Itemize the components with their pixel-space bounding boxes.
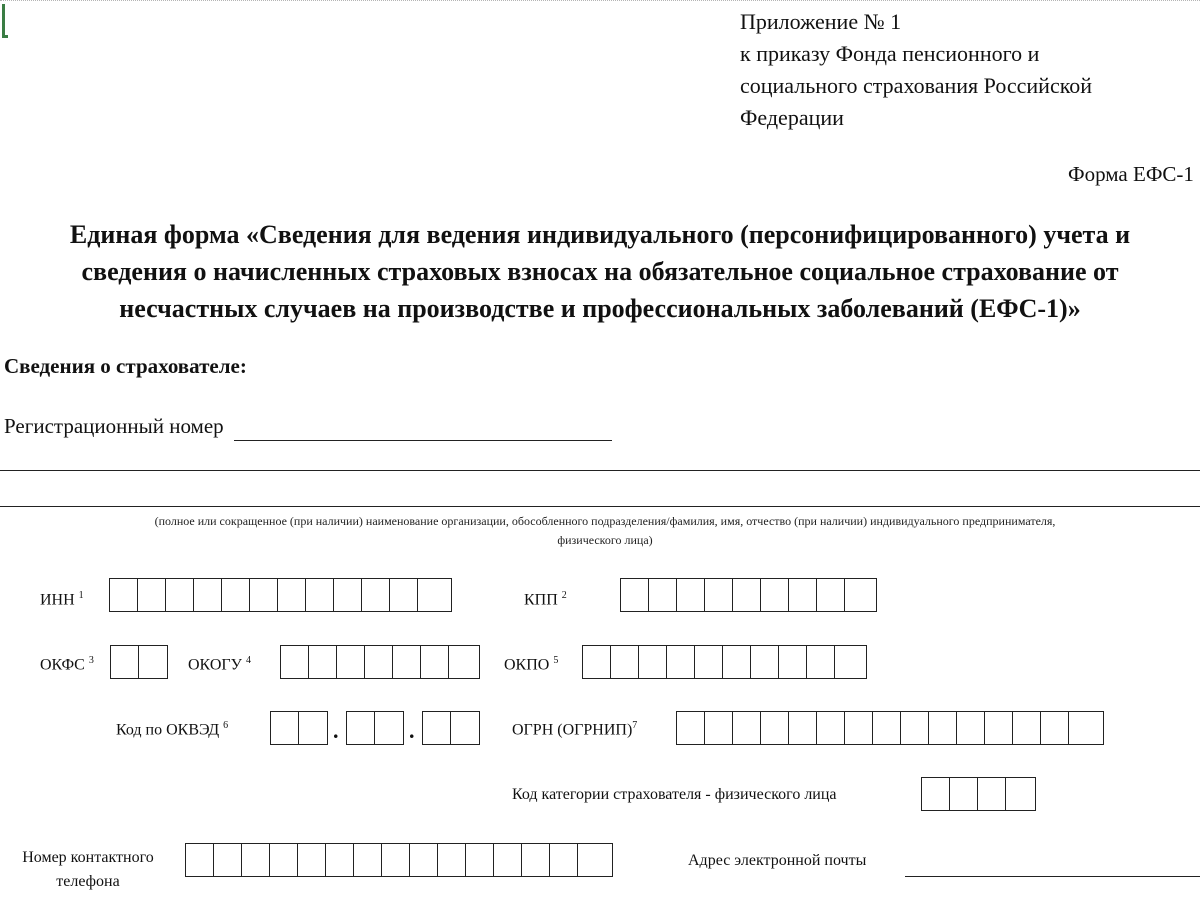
char-cell[interactable] <box>362 579 390 611</box>
char-cell[interactable] <box>110 579 138 611</box>
char-cell[interactable] <box>281 646 309 678</box>
char-cell[interactable] <box>271 712 299 744</box>
char-cell[interactable] <box>337 646 365 678</box>
char-cell[interactable] <box>111 646 139 678</box>
char-cell[interactable] <box>705 579 733 611</box>
char-cell[interactable] <box>270 844 298 876</box>
appendix-block <box>740 6 1092 134</box>
char-cell[interactable] <box>985 712 1013 744</box>
char-cell[interactable] <box>649 579 677 611</box>
char-cell[interactable] <box>186 844 214 876</box>
char-cell[interactable] <box>550 844 578 876</box>
char-cell[interactable] <box>1006 778 1034 810</box>
okved-label <box>116 720 228 739</box>
char-cell[interactable] <box>393 646 421 678</box>
ogrn-footnote: 7 <box>632 720 638 731</box>
char-cell[interactable] <box>929 712 957 744</box>
char-cell[interactable] <box>382 844 410 876</box>
char-cell[interactable] <box>222 579 250 611</box>
char-cell[interactable] <box>639 646 667 678</box>
char-cell[interactable] <box>438 844 466 876</box>
char-cell[interactable] <box>978 778 1006 810</box>
kpp-input[interactable] <box>620 578 877 612</box>
kpp-label <box>524 590 567 609</box>
reg-number-field[interactable] <box>234 440 612 441</box>
char-cell[interactable] <box>817 712 845 744</box>
char-cell[interactable] <box>334 579 362 611</box>
char-cell[interactable] <box>922 778 950 810</box>
char-cell[interactable] <box>390 579 418 611</box>
char-cell[interactable] <box>1069 712 1097 744</box>
form-title <box>0 216 1200 327</box>
char-cell[interactable] <box>611 646 639 678</box>
char-cell[interactable] <box>901 712 929 744</box>
appendix-line: социального страхования Российской <box>740 73 1093 98</box>
char-cell[interactable] <box>522 844 550 876</box>
char-cell[interactable] <box>950 778 978 810</box>
ogrn-label <box>512 720 637 739</box>
okogu-label-text: ОКОГУ <box>188 656 242 674</box>
char-cell[interactable] <box>845 712 873 744</box>
title-line: Единая форма «Сведения для ведения индивидуального (персонифицированного) учета и <box>69 220 1131 249</box>
okved-group-2[interactable] <box>346 711 404 745</box>
char-cell[interactable] <box>306 579 334 611</box>
inn-label-text: ИНН <box>40 591 75 609</box>
char-cell[interactable] <box>667 646 695 678</box>
section-heading: Сведения о страхователе: <box>4 354 247 378</box>
char-cell[interactable] <box>578 844 606 876</box>
title-line: несчастных случаев на производстве и профессиональных заболеваний (ЕФС-1)» <box>119 294 1081 323</box>
phone-label-line: телефона <box>56 873 120 890</box>
inn-input[interactable] <box>109 578 452 612</box>
char-cell[interactable] <box>299 712 327 744</box>
appendix-line: Приложение № 1 <box>740 9 902 34</box>
okved-group-1[interactable] <box>270 711 328 745</box>
appendix-line: Федерации <box>740 105 844 130</box>
char-cell[interactable] <box>326 844 354 876</box>
form-code: Форма ЕФС-1 <box>1068 162 1194 186</box>
email-input[interactable] <box>905 876 1200 877</box>
phone-label-line: Номер контактного <box>22 849 154 866</box>
okogu-label <box>188 655 251 674</box>
char-cell[interactable] <box>139 646 167 678</box>
appendix-line: к приказу Фонда пенсионного и <box>740 41 1040 66</box>
char-cell[interactable] <box>138 579 166 611</box>
kpp-footnote: 2 <box>561 590 567 601</box>
char-cell[interactable] <box>354 844 382 876</box>
char-cell[interactable] <box>449 646 477 678</box>
char-cell[interactable] <box>705 712 733 744</box>
char-cell[interactable] <box>309 646 337 678</box>
ogrn-input[interactable] <box>676 711 1104 745</box>
char-cell[interactable] <box>166 579 194 611</box>
okved-separator: . <box>409 718 415 743</box>
okpo-label-text: ОКПО <box>504 656 550 674</box>
char-cell[interactable] <box>817 579 845 611</box>
title-line: сведения о начисленных страховых взносах на обязательное социальное страхование от <box>81 257 1119 286</box>
char-cell[interactable] <box>365 646 393 678</box>
kpp-label-text: КПП <box>524 591 558 609</box>
inn-label <box>40 590 84 609</box>
okved-footnote: 6 <box>223 720 229 731</box>
okogu-footnote: 4 <box>245 655 251 666</box>
char-cell[interactable] <box>835 646 863 678</box>
char-cell[interactable] <box>451 712 479 744</box>
phone-label <box>8 846 168 894</box>
okfs-label <box>40 655 94 674</box>
char-cell[interactable] <box>789 712 817 744</box>
char-cell[interactable] <box>723 646 751 678</box>
char-cell[interactable] <box>250 579 278 611</box>
okpo-footnote: 5 <box>553 655 559 666</box>
char-cell[interactable] <box>418 579 446 611</box>
char-cell[interactable] <box>423 712 451 744</box>
name-field-line-1[interactable] <box>0 470 1200 471</box>
char-cell[interactable] <box>278 579 306 611</box>
char-cell[interactable] <box>761 579 789 611</box>
char-cell[interactable] <box>242 844 270 876</box>
okpo-label <box>504 655 558 674</box>
okfs-footnote: 3 <box>88 655 94 666</box>
okogu-input[interactable] <box>280 645 480 679</box>
okfs-input[interactable] <box>110 645 168 679</box>
okved-group-3[interactable] <box>422 711 480 745</box>
inn-footnote: 1 <box>78 590 84 601</box>
char-cell[interactable] <box>621 579 649 611</box>
char-cell[interactable] <box>347 712 375 744</box>
char-cell[interactable] <box>807 646 835 678</box>
char-cell[interactable] <box>583 646 611 678</box>
email-label: Адрес электронной почты <box>688 852 867 869</box>
char-cell[interactable] <box>845 579 873 611</box>
okved-label-text: Код по ОКВЭД <box>116 721 220 739</box>
caption-line: (полное или сокращенное (при наличии) наименование организации, обособленного подразделения/фамилия, имя, отчество (при наличии) индивидуального предпринимателя, <box>154 514 1056 528</box>
okfs-label-text: ОКФС <box>40 656 85 674</box>
char-cell[interactable] <box>695 646 723 678</box>
okved-separator: . <box>333 718 339 743</box>
char-cell[interactable] <box>1013 712 1041 744</box>
name-field-caption <box>10 512 1200 550</box>
char-cell[interactable] <box>194 579 222 611</box>
char-cell[interactable] <box>789 579 817 611</box>
char-cell[interactable] <box>677 579 705 611</box>
reg-number-label: Регистрационный номер <box>4 414 224 438</box>
char-cell[interactable] <box>733 579 761 611</box>
char-cell[interactable] <box>677 712 705 744</box>
category-label: Код категории страхователя - физического лица <box>512 786 837 803</box>
cell-cursor-marker <box>2 4 8 38</box>
char-cell[interactable] <box>733 712 761 744</box>
char-cell[interactable] <box>410 844 438 876</box>
name-field-line-2[interactable] <box>0 506 1200 507</box>
char-cell[interactable] <box>494 844 522 876</box>
char-cell[interactable] <box>779 646 807 678</box>
char-cell[interactable] <box>421 646 449 678</box>
char-cell[interactable] <box>873 712 901 744</box>
char-cell[interactable] <box>298 844 326 876</box>
char-cell[interactable] <box>761 712 789 744</box>
phone-input[interactable] <box>185 843 613 877</box>
okpo-input[interactable] <box>582 645 867 679</box>
category-input[interactable] <box>921 777 1036 811</box>
char-cell[interactable] <box>375 712 403 744</box>
char-cell[interactable] <box>214 844 242 876</box>
char-cell[interactable] <box>957 712 985 744</box>
char-cell[interactable] <box>466 844 494 876</box>
char-cell[interactable] <box>1041 712 1069 744</box>
ogrn-label-text: ОГРН (ОГРНИП) <box>512 721 633 739</box>
char-cell[interactable] <box>751 646 779 678</box>
caption-line: физического лица) <box>557 533 653 547</box>
